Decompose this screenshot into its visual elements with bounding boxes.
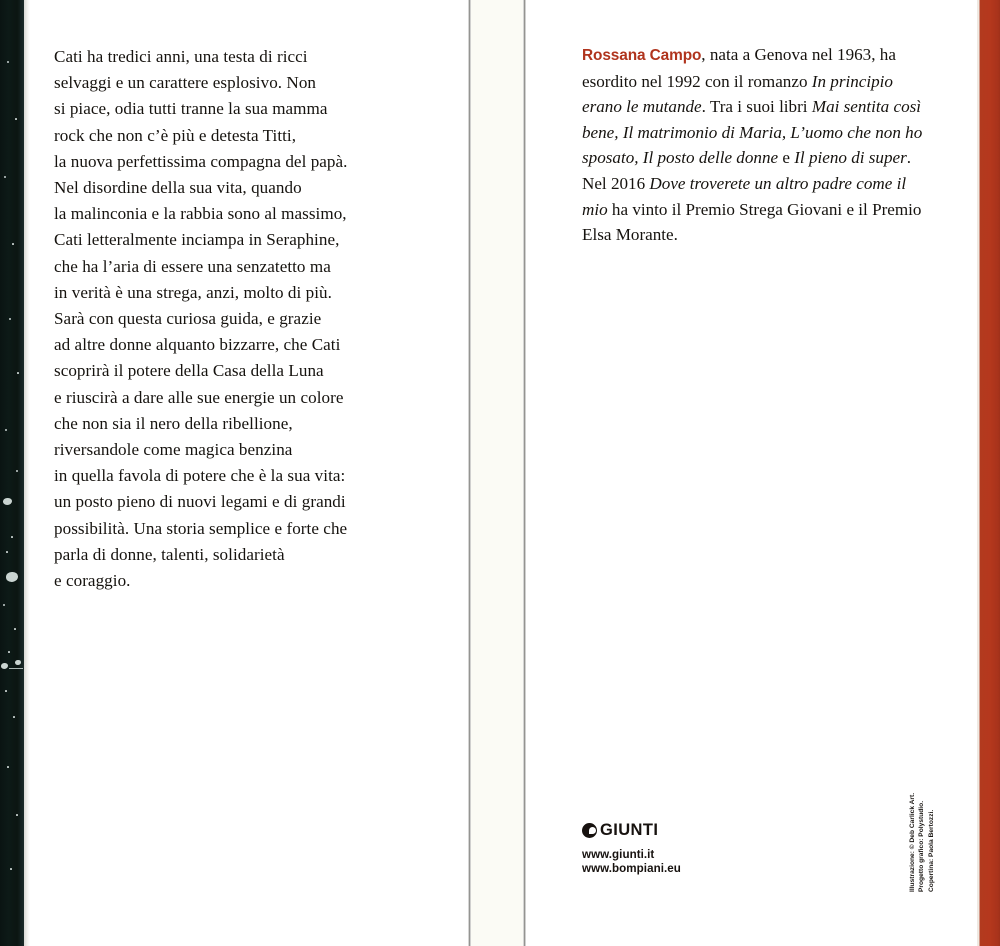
blurb-line: scoprirà il potere della Casa della Luna [54,361,324,381]
blurb-line: e coraggio. [54,571,131,591]
blurb-line: Cati ha tredici anni, una testa di ricci [54,47,308,66]
bio-text-6: ha vinto il Premio Strega Giovani e il Premio Elsa Morante. [582,199,922,245]
blurb-line: in quella favola di potere che è la sua vita: [54,466,346,486]
blurb-line: e riuscirà a dare alle sue energie un colore [54,387,344,407]
bio-title-1: In principio erano le mutande [582,71,893,117]
back-cover-panel [30,0,468,946]
bio-text-5: . Nel 2016 [582,148,912,193]
bio-text-1: , nata a Genova nel 1963, [701,45,876,64]
blurb-line: che ha l’aria di essere una senzatetto ma [54,256,331,276]
front-cover-edge-strip [0,0,24,946]
blurb-line: Nel disordine della sua vita, quando [54,178,302,198]
blurb-line: rock che non c’è più e detesta Titti, [54,125,297,145]
blurb-line: la malinconia e la rabbia sono al massimo, [54,204,347,224]
giunti-circle-g-icon [582,823,597,838]
publisher-name: GIUNTI [600,821,659,839]
blurb-line: selvaggi e un carattere esplosivo. Non [54,73,317,93]
blurb-line: parla di donne, talenti, solidarietà [54,544,285,564]
spine-panel [471,0,523,946]
blurb-line: Sarà con questa curiosa guida, e grazie [54,309,322,329]
credit-illustration: Illustrazione: © Deb Carlick Art. [909,792,916,892]
blurb-line: si piace, odia tutti tranne la sua mamma [54,99,328,119]
credit-graphic-design: Progetto grafico: Polystudio. [918,800,926,892]
blurb-line: riversandole come magica benzina [54,440,293,460]
fold-crease-left [468,0,471,946]
author-name: Rossana Campo [582,47,702,64]
blurb-line: un posto pieno di nuovi legami e di grandi [54,492,346,512]
publisher-block [582,822,681,877]
author-bio [582,42,932,248]
back-cover-blurb [54,44,434,594]
cover-edge-strip-right [977,0,1000,946]
blurb-line: la nuova perfettissima compagna del papà. [54,151,348,171]
publisher-urls [582,848,681,877]
bio-title-4: Dove troverete un altro padre come il mio [582,173,907,219]
bio-text-2: ha esordito nel 1992 con il romanzo [582,45,896,91]
credit-cover: Copertina: Paola Bertozzi. [927,809,935,892]
blurb-line: che non sia il nero della ribellione, [54,413,293,433]
url-bompiani[interactable]: www.bompiani.eu [582,862,681,876]
blurb-line: ad altre donne alquanto bizzarre, che Cati [54,335,341,355]
bio-text-4: e [778,148,795,168]
blurb-line: possibilità. Una storia semplice e forte che [54,518,348,538]
production-credits [908,742,944,892]
blurb-line: Cati letteralmente inciampa in Seraphine, [54,230,340,250]
bio-title-2: Mai sentita così bene, Il matrimonio di Maria, L’uomo che non ho sposato, Il posto delle donne [582,97,923,168]
publisher-logo[interactable] [582,822,681,839]
url-giunti[interactable]: www.giunti.it [582,847,655,861]
bio-text-3: . Tra i suoi libri [701,97,812,117]
blurb-line: in verità è una strega, anzi, molto di più. [54,282,332,302]
bio-title-3: Il pieno di super [794,148,907,168]
